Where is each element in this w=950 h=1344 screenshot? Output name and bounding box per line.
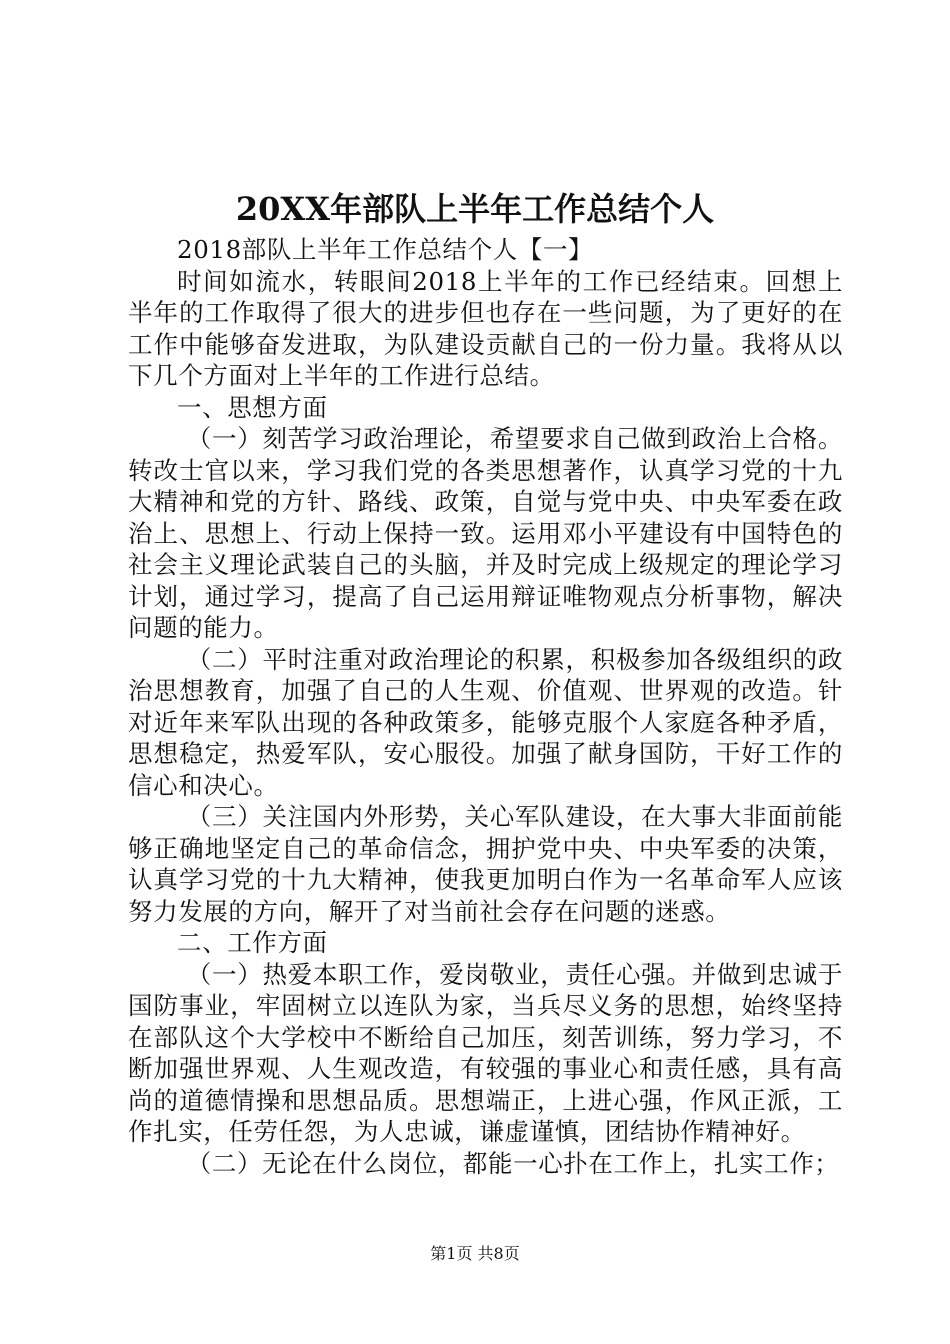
section-heading-thought: 一、思想方面	[177, 392, 328, 422]
page-number: 第1页 共8页	[430, 1244, 520, 1263]
paragraph-work-2: （二）无论在什么岗位，都能一心扑在工作上，扎实工作；	[186, 1148, 840, 1178]
document-body	[128, 234, 843, 1179]
section-heading-work: 二、工作方面	[177, 928, 328, 957]
paragraph-thought-3: （三）关注国内外形势，关心军队建设，在大事大非面前能够正确地坚定自己的革命信念，拥护党中央、中央军委的决策，认真学习党的十九大精神，使我更加明白作为一名革命军人应该努力发展的方向，解开了对当前社会存在问题的迷惑。	[128, 802, 843, 926]
paragraph-intro: 时间如流水，转眼间2018上半年的工作已经结束。回想上半年的工作取得了很大的进步但也存在一些问题，为了更好的在工作中能够奋发进取，为队建设贡献自己的一份力量。我将从以下几个方面对上半年的工作进行总结。	[128, 266, 843, 390]
document-subtitle: 2018部队上半年工作总结个人【一】	[177, 235, 594, 264]
paragraph-thought-1: （一）刻苦学习政治理论，希望要求自己做到政治上合格。转改士官以来，学习我们党的各类思想著作，认真学习党的十九大精神和党的方针、路线、政策，自觉与党中央、中央军委在政治上、思想上、行动上保持一致。运用邓小平建设有中国特色的社会主义理论武装自己的头脑，并及时完成上级规定的理论学习计划，通过学习，提高了自己运用辩证唯物观点分析事物，解决问题的能力。	[128, 424, 843, 642]
document-title: 20XX年部队上半年工作总结个人	[235, 190, 715, 228]
paragraph-thought-2: （二）平时注重对政治理论的积累，积极参加各级组织的政治思想教育，加强了自己的人生观、价值观、世界观的改造。针对近年来军队出现的各种政策多，能够克服个人家庭各种矛盾，思想稳定，热爱军队，安心服役。加强了献身国防，干好工作的信心和决心。	[128, 644, 843, 800]
paragraph-work-1: （一）热爱本职工作，爱岗敬业，责任心强。并做到忠诚于国防事业，牢固树立以连队为家，当兵尽义务的思想，始终坚持在部队这个大学校中不断给自己加压，刻苦训练，努力学习，不断加强世界观、人生观改造，有较强的事业心和责任感，具有高尚的道德情操和思想品质。思想端正，上进心强，作风正派，工作扎实，任劳任怨，为人忠诚，谦虚谨慎，团结协作精神好。	[128, 959, 843, 1146]
